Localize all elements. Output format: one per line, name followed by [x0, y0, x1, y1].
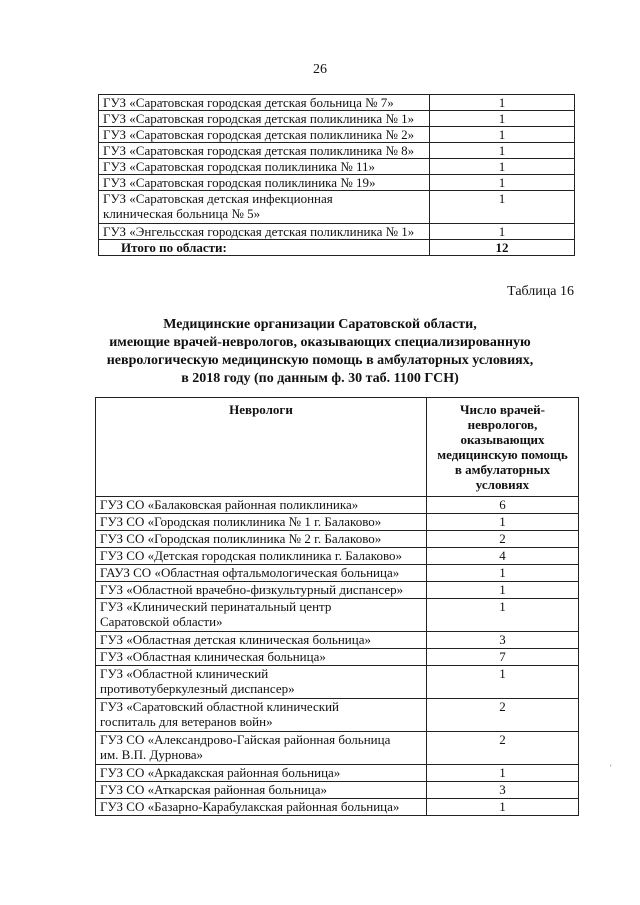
- table-row: [99, 191, 575, 224]
- org-name: [96, 699, 427, 732]
- org-name-line: ГУЗ СО «Александрово-Гайская районная больница: [100, 732, 391, 747]
- neurologist-count: 1: [430, 143, 575, 159]
- table-caption-number: Таблица 16: [507, 284, 574, 299]
- org-name: ГУЗ СО «Детская городская поликлиника г. Балаково»: [96, 548, 427, 565]
- table-row: [96, 632, 579, 649]
- table-row: [99, 111, 575, 127]
- neurologist-count: 3: [427, 632, 579, 649]
- table-row: [96, 548, 579, 565]
- org-name: ГУЗ «Саратовская городская детская поликлиника № 2»: [99, 127, 430, 143]
- page-number: 26: [313, 62, 327, 77]
- org-name: [96, 732, 427, 765]
- header-row: [96, 398, 579, 497]
- org-name: ГУЗ «Саратовская городская детская поликлиника № 1»: [99, 111, 430, 127]
- org-name: ГУЗ «Областной врачебно-физкультурный диспансер»: [96, 582, 427, 599]
- table-row: [96, 699, 579, 732]
- table-row: [96, 732, 579, 765]
- column-header-neurologists: Неврологи: [96, 398, 427, 497]
- column-header-count: [427, 398, 579, 497]
- neurologist-count: 4: [427, 548, 579, 565]
- table-row: [99, 159, 575, 175]
- table-row: [96, 514, 579, 531]
- total-value: 12: [430, 240, 575, 256]
- neurologist-count: 1: [427, 514, 579, 531]
- neurologist-count: 2: [427, 699, 579, 732]
- org-name-line: ГУЗ «Областной клинический: [100, 666, 269, 681]
- table-row: [96, 666, 579, 699]
- org-name: ГУЗ СО «Аткарская районная больница»: [96, 782, 427, 799]
- table-row: [96, 649, 579, 666]
- neurologist-count: 3: [427, 782, 579, 799]
- table-row: [96, 782, 579, 799]
- table-row: [99, 143, 575, 159]
- org-name-line: им. В.П. Дурнова»: [100, 747, 204, 762]
- header-line: медицинскую помощь: [437, 447, 568, 462]
- neurologist-count: 2: [427, 531, 579, 548]
- org-name: ГУЗ «Саратовская городская детская поликлиника № 8»: [99, 143, 430, 159]
- neurologist-count: 1: [430, 111, 575, 127]
- header-line: оказывающих: [460, 432, 545, 447]
- org-name: ГУЗ «Саратовская городская поликлиника № 11»: [99, 159, 430, 175]
- org-name: [96, 666, 427, 699]
- table-row: [96, 565, 579, 582]
- org-name-line: ГУЗ «Саратовская детская инфекционная: [103, 191, 333, 206]
- neurologist-count: 1: [427, 765, 579, 782]
- org-name: ГУЗ «Областная клиническая больница»: [96, 649, 427, 666]
- neurologist-count: 7: [427, 649, 579, 666]
- header-line: Число врачей-: [460, 402, 545, 417]
- org-name: ГУЗ «Энгельсская городская детская поликлиника № 1»: [99, 224, 430, 240]
- table-row: [99, 127, 575, 143]
- table-row: [96, 531, 579, 548]
- neurologists-table: [95, 397, 579, 816]
- table-row: [96, 582, 579, 599]
- table-row: [96, 497, 579, 514]
- table-row: [96, 799, 579, 816]
- hospital-table-continued: [98, 94, 575, 256]
- neurologist-count: 1: [430, 95, 575, 111]
- header-line: неврологов,: [467, 417, 538, 432]
- total-row: [99, 240, 575, 256]
- neurologist-count: 1: [427, 666, 579, 699]
- neurologist-count: 1: [427, 599, 579, 632]
- table-row: [96, 599, 579, 632]
- title-line: в 2018 году (по данным ф. 30 таб. 1100 ГСН): [181, 371, 459, 386]
- org-name: ГУЗ «Саратовская городская детская больница № 7»: [99, 95, 430, 111]
- neurologist-count: 6: [427, 497, 579, 514]
- org-name: ГУЗ СО «Городская поликлиника № 2 г. Балаково»: [96, 531, 427, 548]
- neurologist-count: 2: [427, 732, 579, 765]
- title-line: имеющие врачей-неврологов, оказывающих специализированную: [109, 335, 531, 350]
- org-name-line: Саратовской области»: [100, 614, 223, 629]
- org-name: ГУЗ СО «Аркадакская районная больница»: [96, 765, 427, 782]
- table-row: [96, 765, 579, 782]
- org-name: ГАУЗ СО «Областная офтальмологическая больница»: [96, 565, 427, 582]
- neurologist-count: 1: [430, 175, 575, 191]
- scan-mark: ': [610, 763, 612, 773]
- org-name-line: клиническая больница № 5»: [103, 206, 261, 221]
- neurologist-count: 1: [430, 127, 575, 143]
- neurologist-count: 1: [427, 582, 579, 599]
- header-line: условиях: [475, 477, 530, 492]
- neurologist-count: 1: [430, 159, 575, 175]
- neurologist-count: 1: [427, 565, 579, 582]
- org-name: ГУЗ «Областная детская клиническая больница»: [96, 632, 427, 649]
- org-name-line: противотуберкулезный диспансер»: [100, 681, 295, 696]
- title-line: неврологическую медицинскую помощь в амбулаторных условиях,: [106, 353, 534, 368]
- org-name: ГУЗ СО «Базарно-Карабулакская районная больница»: [96, 799, 427, 816]
- table-row: [99, 224, 575, 240]
- org-name: ГУЗ СО «Городская поликлиника № 1 г. Балаково»: [96, 514, 427, 531]
- total-label: Итого по области:: [99, 240, 430, 256]
- org-name-line: ГУЗ «Клинический перинатальный центр: [100, 599, 332, 614]
- neurologist-count: 1: [430, 224, 575, 240]
- org-name-line: госпиталь для ветеранов войн»: [100, 714, 273, 729]
- neurologist-count: 1: [430, 191, 575, 224]
- table-title: [0, 316, 640, 388]
- table-row: [99, 175, 575, 191]
- org-name: [96, 599, 427, 632]
- org-name-line: ГУЗ «Саратовский областной клинический: [100, 699, 339, 714]
- org-name: ГУЗ СО «Балаковская районная поликлиника»: [96, 497, 427, 514]
- title-line: Медицинские организации Саратовской области,: [163, 317, 477, 332]
- header-line: в амбулаторных: [454, 462, 551, 477]
- neurologist-count: 1: [427, 799, 579, 816]
- org-name: [99, 191, 430, 224]
- org-name: ГУЗ «Саратовская городская поликлиника № 19»: [99, 175, 430, 191]
- table-row: [99, 95, 575, 111]
